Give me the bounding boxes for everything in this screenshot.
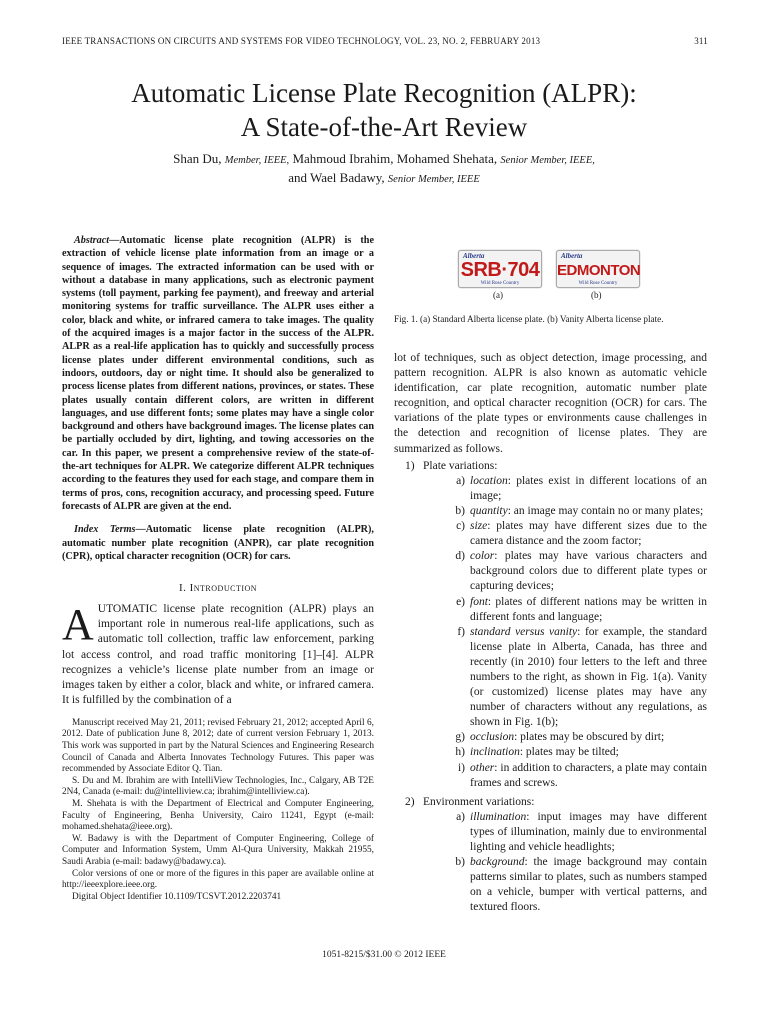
sublist-text: : plates exist in different locations of an image; (470, 474, 707, 502)
plate-variations-sublist (423, 474, 707, 791)
sublist-item (423, 519, 707, 549)
license-plate-image-a (458, 250, 542, 288)
sublist-text: : plates may be obscured by dirt; (514, 731, 665, 744)
abstract-text: —Automatic license plate recognition (ALPR) is the extraction of vehicle license plate information from an image or a sequence of images. The extracted information can be used with or without a database in many applications, such as electronic payment systems (toll payment, parking fee payment), and freeway and arterial monitoring systems for traffic surveillance. The ALPR uses either a color, black and white, or infrared camera to take images. The quality of the acquired images is a major factor in the success of the ALPR. ALPR as a real-life application has to quickly and successfully process license plates under different environmental conditions, such as indoors, outdoors, day or night time. It should also be generalized to process license plates from different nations, provinces, or states. These plates usually contain different colors, are written in different languages, and use different fonts; some plates may have a single color background and others have background images. The license plates can be partially occluded by dirt, lighting, and towing accessories on the car. In this paper, we present a comprehensive review of the state-of-the-art techniques for ALPR. We categorize different ALPR techniques according to the features they used for each stage, and compare them in terms of pros, cons, recognition accuracy, and processing speed. Future forecasts of ALPR are given at the end. (62, 235, 374, 512)
plate-province-text: Alberta (463, 252, 485, 260)
sublist-item (423, 474, 707, 504)
sublist-label: a) (456, 474, 465, 487)
title-line-2: A State-of-the-Art Review (240, 112, 528, 142)
sublist-text: : plates of different nations may be written in different fonts and language; (470, 595, 707, 623)
author-affiliation: Member, IEEE, (224, 155, 290, 166)
footnote-affiliation-shehata: M. Shehata is with the Department of Electrical and Computer Engineering, Faculty of Engineering, Benha University, Cairo 11241, Egypt (e-mail: mohamed.shehata@ieee.org). (62, 799, 374, 833)
sublist-text: : plates may be tilted; (519, 746, 619, 759)
sublist-label: i) (457, 761, 465, 774)
right-column (394, 351, 707, 915)
list-number: 2) (405, 795, 415, 808)
sublist-text: : for example, the standard license plate in Alberta, Canada, has three and recently (in 2010) four letters to the left and three numbers to the right, as shown in Fig. 1(a). Vanity (or customized) license plates may have any number of characters without any regulations, as shown in Fig. 1(b); (470, 625, 707, 729)
sublist-label: e) (456, 595, 465, 608)
sublist-text: : plates may have various characters and background colors due to different plate types or capturing devices; (470, 550, 707, 593)
figure-caption: Fig. 1. (a) Standard Alberta license plate. (b) Vanity Alberta license plate. (394, 314, 664, 324)
sublist-text: : in addition to characters, a plate may contain frames and screws. (470, 761, 707, 789)
footnote-manuscript: Manuscript received May 21, 2011; revised February 21, 2012; accepted April 6, 2012. Date of publication June 8, 2012; date of current version February 1, 2013. This work was supported in part by the Natural Sciences and Engineering Research Council of Canada and Alberta Innovates Technology Futures. This paper was recommended by Associate Editor Q. Tian. (62, 717, 374, 775)
sublist-label: b) (455, 856, 465, 869)
section-title: Introduction (189, 582, 258, 595)
sublist-label: b) (455, 504, 465, 517)
sublist-term: size (470, 520, 488, 533)
page-number: 311 (694, 36, 708, 46)
sublist-item (423, 761, 707, 791)
sublist-text: : the image background may contain patterns similar to plates, such as numbers stamped on a vehicle, bumper with vertical patterns, and textured floors. (470, 856, 707, 914)
paper-title (0, 76, 768, 144)
author-affiliation: Senior Member, IEEE (387, 174, 480, 185)
section-numeral: I. (178, 582, 190, 595)
sublist-term: background (470, 856, 525, 869)
sublist-term: standard versus vanity (470, 625, 578, 638)
author-list (0, 150, 768, 188)
author-name: and Wael Badawy, (288, 170, 388, 185)
sublist-label: a) (456, 810, 465, 823)
author-name: Shan Du, (173, 151, 225, 166)
sublist-term: quantity (470, 504, 508, 517)
list-label: Environment variations: (423, 795, 535, 808)
index-terms (62, 523, 374, 563)
intro-paragraph (62, 602, 374, 708)
list-item-plate-variations (394, 459, 707, 791)
section-heading-introduction (62, 581, 374, 596)
sublist-item (423, 745, 707, 760)
sublist-item (423, 595, 707, 625)
list-label: Plate variations: (423, 459, 498, 472)
sublist-item (423, 730, 707, 745)
sublist-label: g) (455, 731, 465, 744)
sublist-term: occlusion (470, 731, 515, 744)
index-terms-text: —Automatic license plate recognition (ALPR), automatic number plate recognition (ANPR), car plate recognition (CPR), optical character recognition (OCR) for cars. (62, 524, 374, 562)
title-line-1: Automatic License Plate Recognition (ALPR): (131, 78, 637, 108)
author-line-1 (0, 150, 768, 169)
license-plate-image-b (556, 250, 640, 288)
subfigure-label-a: (a) (493, 290, 503, 300)
sublist-text: : an image may contain no or many plates; (507, 504, 704, 517)
intro-first-word: UTOMATIC (97, 603, 157, 616)
sublist-term: location (470, 474, 508, 487)
index-terms-lead: Index Terms (74, 524, 136, 536)
sublist-text: : plates may have different sizes due to the camera distance and the zoom factor; (470, 520, 707, 548)
plate-province-text: Alberta (561, 252, 583, 260)
sublist-text: : input images may have different types of illumination, mainly due to environmental lighting and vehicle headlights; (470, 810, 707, 853)
author-line-2 (0, 169, 768, 188)
footnote-affiliation-du-ibrahim: S. Du and M. Ibrahim are with IntelliView Technologies, Inc., Calgary, AB T2E 2N4, Canada (e-mail: du@intelliview.ca; ibrahim@intelliview.ca). (62, 775, 374, 798)
running-header: IEEE TRANSACTIONS ON CIRCUITS AND SYSTEMS FOR VIDEO TECHNOLOGY, VOL. 23, NO. 2, FEBRUARY 2013 (62, 36, 541, 46)
author-affiliation: Senior Member, IEEE, (500, 155, 595, 166)
sublist-item (423, 855, 707, 915)
list-number: 1) (405, 459, 415, 472)
figure-plates (394, 246, 707, 304)
figure-1 (394, 246, 707, 324)
drop-cap: A (62, 600, 94, 650)
sublist-label: f) (457, 625, 465, 638)
sublist-term: color (470, 550, 495, 563)
sublist-label: h) (455, 746, 465, 759)
sublist-label: c) (456, 520, 465, 533)
sublist-term: inclination (470, 746, 520, 759)
copyright-footer: 1051-8215/$31.00 © 2012 IEEE (322, 950, 446, 960)
footnote-affiliation-badawy: W. Badawy is with the Department of Computer Engineering, College of Computer and Information System, Umm Al-Qura University, Makkah 21955, Saudi Arabia (e-mail: badawy@badawy.ca). (62, 833, 374, 867)
sublist-item (423, 625, 707, 731)
left-column (62, 234, 374, 903)
sublist-term: other (470, 761, 495, 774)
footnote-color-versions: Color versions of one or more of the figures in this paper are available online at http://ieeexplore.ieee.org. (62, 868, 374, 891)
abstract-lead: Abstract (74, 235, 110, 246)
footnote-doi: Digital Object Identifier 10.1109/TCSVT.2012.2203741 (72, 891, 282, 902)
plate-number-text: SRB·704 (460, 259, 540, 281)
environment-variations-sublist (423, 810, 707, 916)
sublist-item (423, 504, 707, 519)
sublist-item (423, 810, 707, 855)
sublist-term: illumination (470, 810, 527, 823)
body-paragraph: lot of techniques, such as object detection, image processing, and pattern recognition. ALPR is also known as automatic vehicle identification, car plate recognition, automatic number plate recognition, and optical character recognition (OCR) for cars. The variations of the plate types or environments cause challenges in the detection and recognition of license plates. They are summarized as follows. (394, 352, 707, 455)
author-name: Mahmoud Ibrahim, Mohamed Shehata, (289, 151, 501, 166)
list-item-environment-variations (394, 795, 707, 916)
subfigure-label-b: (b) (591, 290, 602, 300)
abstract (62, 234, 374, 513)
sublist-label: d) (455, 550, 465, 563)
sublist-term: font (470, 595, 488, 608)
footnotes (62, 718, 374, 904)
intro-text: license plate recognition (ALPR) plays an important role in numerous real-life applications, such as automatic toll collection, traffic law enforcement, parking lot access control, and road traffic monitoring [1]–[4]. ALPR recognizes a vehicle’s license plate number from an image or images taken by either a color, black and white, or infrared camera. It is fulfilled by the combination of a (62, 603, 374, 706)
sublist-item (423, 549, 707, 594)
variations-list (394, 459, 707, 916)
plate-number-text: EDMONTON (557, 262, 641, 279)
plate-slogan-text: Wild Rose Country (480, 281, 520, 286)
plate-slogan-text: Wild Rose Country (578, 281, 618, 286)
